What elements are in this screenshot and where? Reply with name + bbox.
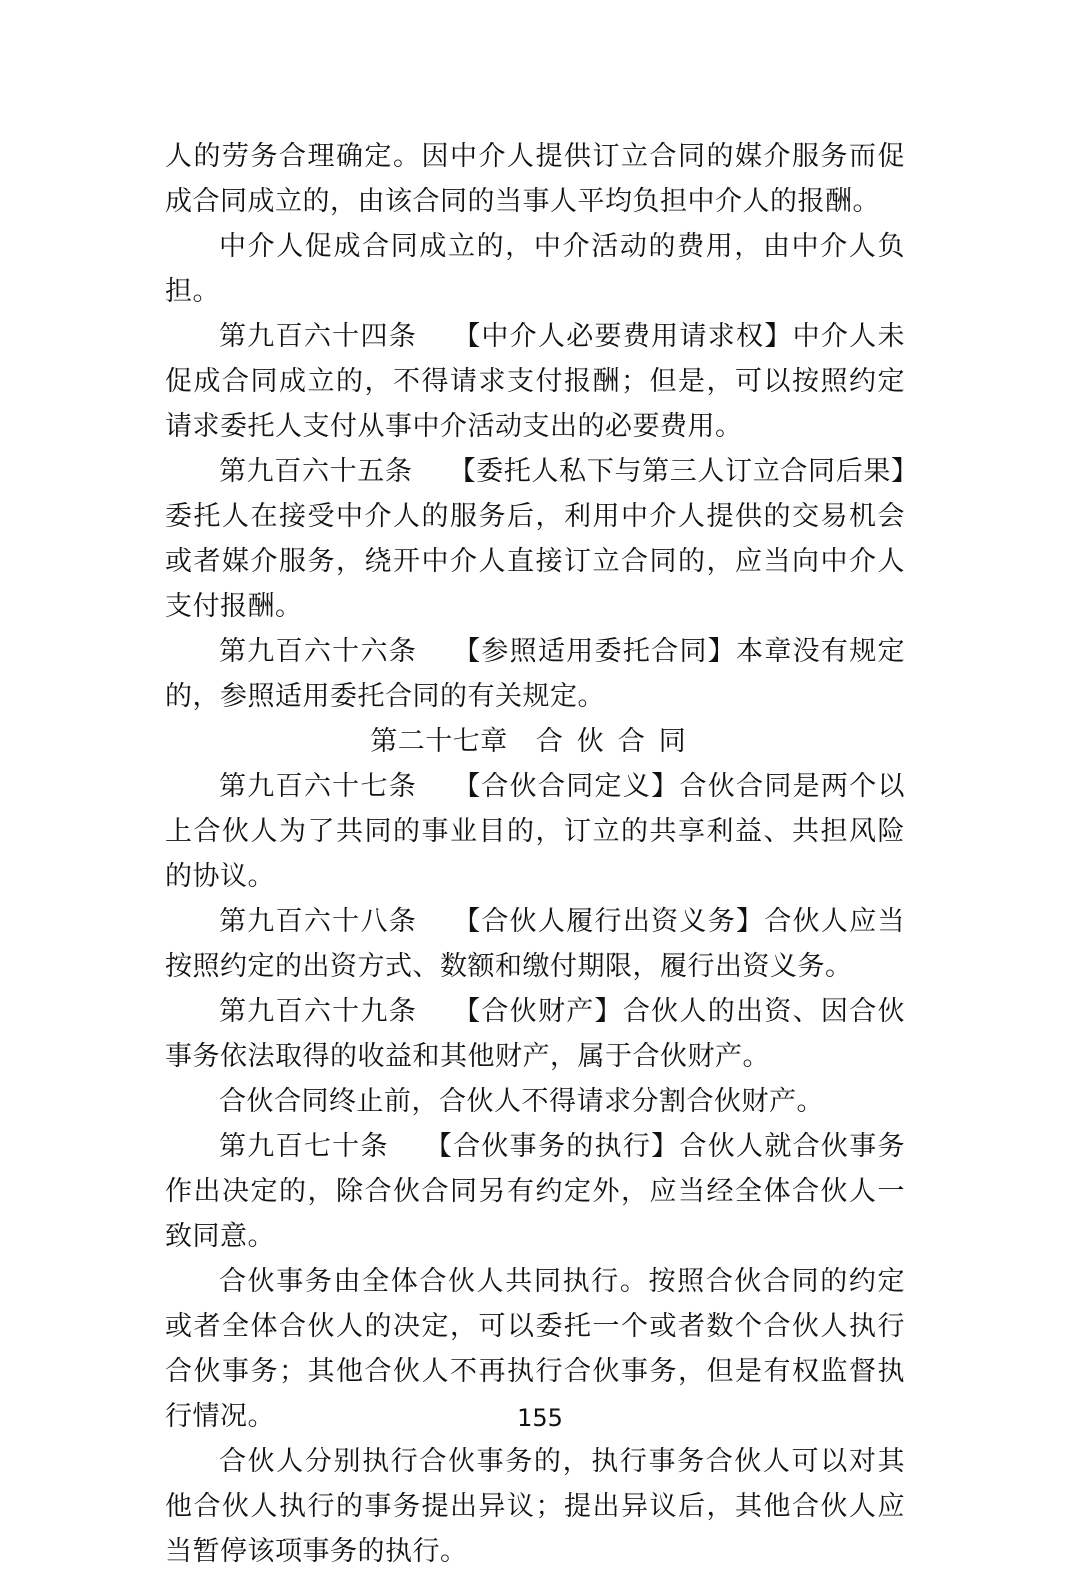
- article-paragraph: [165, 314, 905, 449]
- chapter-name: 合伙合同: [535, 726, 700, 757]
- chapter-heading: [165, 719, 905, 764]
- article-text: 【中介人必要费用请求权】中介人未促成合同成立的，不得请求支付报酬；但是，可以按照约定请求委托人支付从事中介活动支出的必要费用。: [165, 321, 906, 442]
- paragraph-text: 合伙合同终止前，合伙人不得请求分割合伙财产。: [219, 1086, 824, 1117]
- article-text: 【合伙人履行出资义务】合伙人应当按照约定的出资方式、数额和缴付期限，履行出资义务。: [165, 906, 906, 982]
- article-text: 【委托人私下与第三人订立合同后果】委托人在接受中介人的服务后，利用中介人提供的交易机会或者媒介服务，绕开中介人直接订立合同的，应当向中介人支付报酬。: [165, 456, 906, 622]
- paragraph: [165, 1439, 905, 1574]
- article-paragraph: [165, 1124, 905, 1259]
- article-number: 第九百六十五条: [219, 456, 413, 487]
- paragraph: [165, 1079, 905, 1124]
- article-paragraph: [165, 629, 905, 719]
- article-paragraph: [165, 899, 905, 989]
- article-number: 第九百六十七条: [219, 771, 418, 802]
- paragraph: [165, 134, 905, 224]
- article-text: 【合伙事务的执行】合伙人就合伙事务作出决定的，除合伙合同另有约定外，应当经全体合伙人一致同意。: [165, 1131, 906, 1252]
- article-number: 第九百七十条: [219, 1131, 389, 1162]
- paragraph-text: 合伙人分别执行合伙事务的，执行事务合伙人可以对其他合伙人执行的事务提出异议；提出异议后，其他合伙人应当暂停该项事务的执行。: [165, 1446, 905, 1567]
- article-text: 【合伙合同定义】合伙合同是两个以上合伙人为了共同的事业目的，订立的共享利益、共担风险的协议。: [165, 771, 906, 892]
- article-text: 【合伙财产】合伙人的出资、因合伙事务依法取得的收益和其他财产，属于合伙财产。: [165, 996, 906, 1072]
- article-paragraph: [165, 764, 905, 899]
- paragraph-text: 中介人促成合同成立的，中介活动的费用，由中介人负担。: [165, 231, 905, 307]
- paragraph: [165, 224, 905, 314]
- page-number: 155: [517, 1404, 563, 1432]
- chapter-number: 第二十七章: [370, 726, 508, 757]
- paragraph-text: 合伙事务由全体合伙人共同执行。按照合伙合同的约定或者全体合伙人的决定，可以委托一个或者数个合伙人执行合伙事务；其他合伙人不再执行合伙事务，但是有权监督执行情况。: [165, 1266, 905, 1432]
- article-text: 【参照适用委托合同】本章没有规定的，参照适用委托合同的有关规定。: [165, 636, 906, 712]
- article-paragraph: [165, 449, 905, 629]
- paragraph-text: 人的劳务合理确定。因中介人提供订立合同的媒介服务而促成合同成立的，由该合同的当事人平均负担中介人的报酬。: [165, 141, 905, 217]
- article-number: 第九百六十六条: [219, 636, 418, 667]
- page-body: [165, 134, 905, 1574]
- article-number: 第九百六十四条: [219, 321, 418, 352]
- article-number: 第九百六十八条: [219, 906, 418, 937]
- article-paragraph: [165, 989, 905, 1079]
- article-number: 第九百六十九条: [219, 996, 418, 1027]
